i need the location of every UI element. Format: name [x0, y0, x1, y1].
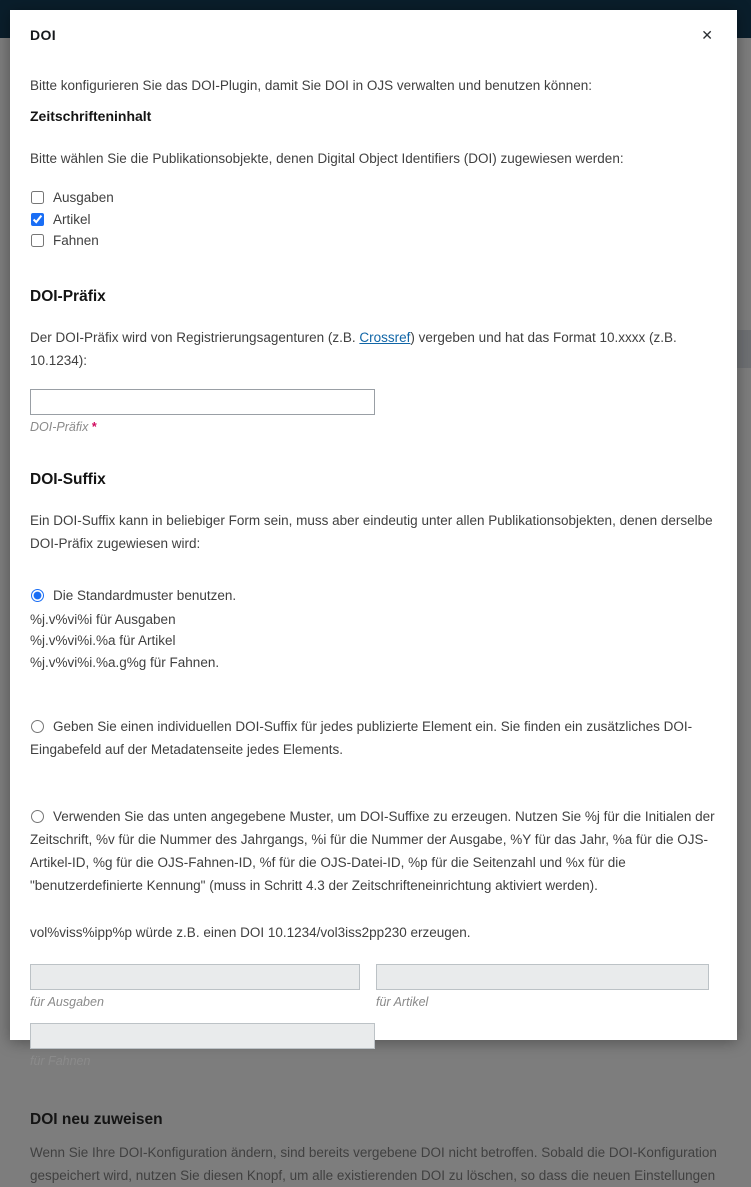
pattern-issues: %j.v%vi%i für Ausgaben [30, 611, 176, 627]
artikel-checkbox[interactable] [31, 213, 44, 226]
required-asterisk: * [91, 419, 97, 434]
suffix-default-radio[interactable] [31, 589, 44, 602]
doi-prefix-heading: DOI-Präfix [30, 287, 106, 305]
suffix-galleys-input[interactable] [30, 1023, 375, 1049]
pattern-articles: %j.v%vi%i.%a für Artikel [30, 633, 176, 648]
modal-body [10, 74, 737, 1187]
suffix-option-pattern-label-wrap[interactable] [30, 809, 715, 893]
suffix-pattern-label: Verwenden Sie das unten angegebene Muster, um DOI-Suffixe zu erzeugen. Nutzen Sie %j für die Initialen der Zeitschrift, %v für die Nummer des Jahrgangs, %i für die Nummer der Ausgabe, %Y für das Jahr, %a für die OJS-Artikel-ID, %g für die OJS-Fahnen-ID, %f für die OJS-Datei-ID, %p für die Seitenzahl und %x für die "benutzerdefinierte Kennung" (muss in Schritt 4.3 der Zeitschrifteneinrichtung aktiviert werden). [30, 809, 715, 893]
journal-content-description: Bitte wählen Sie die Publikationsobjekte, denen Digital Object Identifiers (DOI) zugewiesen werden: [30, 151, 624, 166]
suffix-issues-label: für Ausgaben [30, 995, 104, 1009]
suffix-pattern-fields [30, 964, 725, 1069]
publication-object-checkboxes [30, 187, 721, 252]
suffix-option-default[interactable] [30, 584, 721, 674]
page-scrollbar-thumb[interactable] [737, 330, 751, 368]
pattern-galleys: %j.v%vi%i.%a.g%g für Fahnen. [30, 654, 220, 670]
ausgaben-checkbox[interactable] [31, 191, 44, 204]
suffix-galleys-label: für Fahnen [30, 1054, 91, 1068]
suffix-option-pattern[interactable] [30, 805, 721, 897]
suffix-custom-label: Geben Sie einen individuellen DOI-Suffix für jedes publizierte Element ein. Sie finden ein zusätzliches DOI-Eingabefeld auf der Metadatenseite jedes Elements. [30, 719, 693, 757]
suffix-articles-label: für Artikel [376, 995, 429, 1009]
default-patterns [30, 609, 721, 674]
doi-prefix-label-text: DOI-Präfix [30, 419, 92, 434]
close-icon[interactable]: ✕ [697, 26, 717, 44]
suffix-option-default-label-wrap[interactable] [30, 588, 236, 603]
suffix-articles-input[interactable] [376, 964, 709, 990]
ausgaben-checkbox-label: Ausgaben [53, 190, 114, 205]
field-articles [376, 964, 709, 1010]
modal-title: DOI [30, 27, 57, 43]
suffix-option-custom-label-wrap[interactable] [30, 719, 692, 757]
artikel-checkbox-label: Artikel [53, 211, 91, 227]
doi-prefix-field-label [30, 419, 721, 435]
prefix-desc-part1: Der DOI-Präfix wird von Registrierungsagenturen (z.B. [30, 329, 360, 345]
suffix-issues-input[interactable] [30, 964, 360, 990]
crossref-link[interactable]: Crossref [359, 329, 411, 345]
doi-reassign-description: Wenn Sie Ihre DOI-Konfiguration ändern, sind bereits vergebene DOI nicht betroffen. Sobald die DOI-Konfiguration gespeichert wird, nutzen Sie diesen Knopf, um alle existierenden DOI zu löschen, so dass die neuen Einstellungen [30, 1145, 717, 1183]
checkbox-row-ausgaben[interactable] [30, 187, 721, 209]
suffix-custom-radio[interactable] [31, 720, 44, 733]
fahnen-checkbox[interactable] [31, 234, 44, 247]
field-issues [30, 964, 360, 1010]
fahnen-checkbox-label: Fahnen [53, 233, 99, 248]
doi-suffix-description: Ein DOI-Suffix kann in beliebiger Form sein, muss aber eindeutig unter allen Publikationsobjekten, denen derselbe DOI-Präfix zugewiesen wird: [30, 512, 713, 551]
doi-reassign-heading: DOI neu zuweisen [30, 1111, 163, 1128]
doi-prefix-description [30, 326, 721, 372]
journal-content-heading: Zeitschrifteninhalt [30, 108, 152, 124]
suffix-default-label: Die Standardmuster benutzen. [53, 587, 237, 603]
checkbox-row-fahnen[interactable] [30, 230, 721, 252]
doi-suffix-heading: DOI-Suffix [30, 470, 106, 488]
intro-text: Bitte konfigurieren Sie das DOI-Plugin, damit Sie DOI in OJS verwalten und benutzen können: [30, 78, 593, 93]
modal-header [10, 10, 737, 43]
suffix-pattern-radio[interactable] [31, 810, 44, 823]
suffix-option-custom-id[interactable] [30, 715, 721, 761]
checkbox-row-artikel[interactable] [30, 209, 721, 231]
doi-prefix-input[interactable] [30, 389, 375, 415]
suffix-example-text: vol%viss%ipp%p würde z.B. einen DOI 10.1234/vol3iss2pp230 erzeugen. [30, 925, 471, 940]
prefix-desc-part2: ) vergeben und hat das Format 10.xxxx (z.B. 10.1234): [30, 329, 677, 368]
doi-settings-modal [10, 10, 737, 1183]
field-galleys [30, 1023, 375, 1069]
